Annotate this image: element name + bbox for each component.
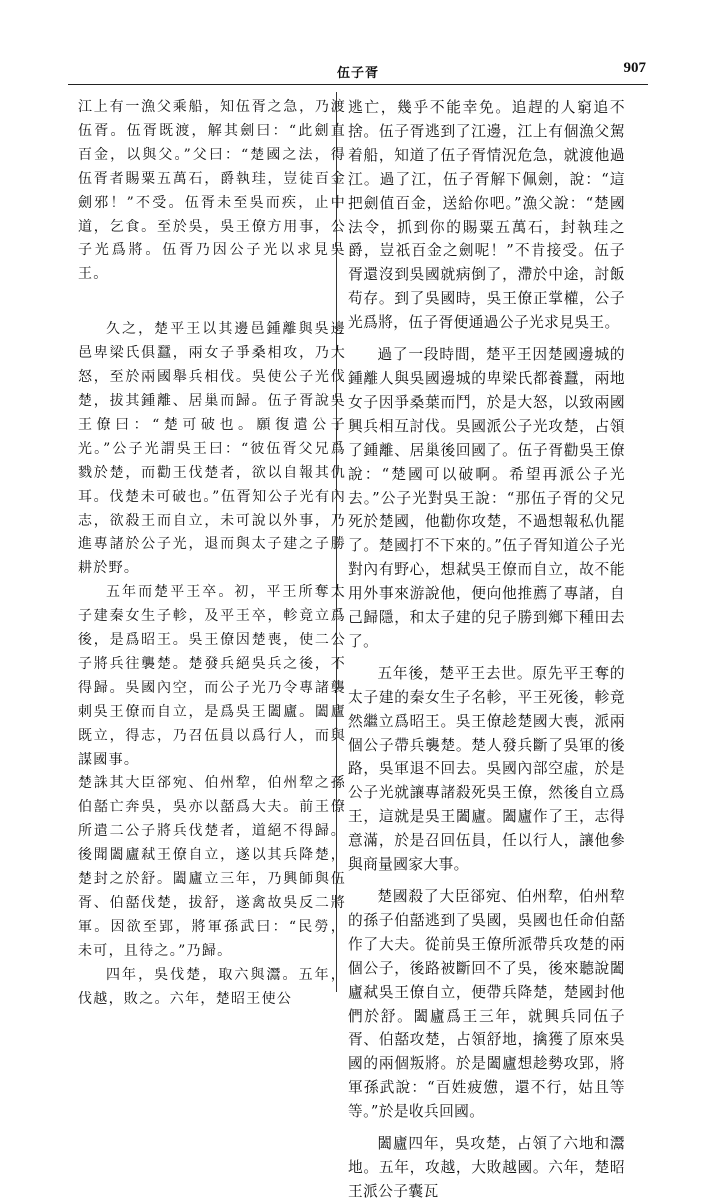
translation-paragraph-3: 五年後，楚平王去世。原先平王奪的太子建的秦女生子名軫，平王死後，軫竟然繼立爲昭王。吳王僚趁楚國大喪，派兩個公子帶兵襲楚。楚人發兵斷了吳軍的後路，吳軍退不回去。吳國內部空虛，於是公子光就讓專諸殺死吳王僚，然後自立爲王，這就是吳王闔廬。闔廬作了王，志得意滿，於是召回伍員，任以行人，讓他參與商量國家大事。 (348, 664, 625, 874)
translation-paragraph-1: 逃亡，幾乎不能幸免。追趕的人窮追不捨。伍子胥逃到了江邊，江上有個漁父駕着船，知道了伍子胥情況危急，就渡他過江。過了江，伍子胥解下佩劍，說：“這把劍值百金，送給你吧。”漁父說：“楚國法令，抓到你的賜粟五萬石，封執珪之爵，豈祇百金之劍呢！”不肯接受。伍子胥還沒到吳國就病倒了，滯於中途，討飯苟存。到了吳國時，吳王僚正掌權，公子光爲將，伍子胥便通過公子光求見吳王。 (348, 99, 625, 332)
classical-paragraph-1: 江上有一漁父乘船，知伍胥之急，乃渡伍胥。伍胥既渡，解其劍曰：“此劍直百金，以與父。”父曰：“楚國之法，得伍胥者賜粟五萬石，爵執珪，豈徒百金劍邪！”不受。伍胥未至吳而疾，止中道，乞食。至於吳，吳王僚方用事，公子光爲將。伍胥乃因公子光以求見吳王。 (78, 99, 346, 283)
classical-paragraph-2: 久之，楚平王以其邊邑鍾離與吳邊邑卑梁氏俱蠶，兩女子爭桑相攻，乃大怒，至於兩國舉兵相伐。吳使公子光伐楚，拔其鍾離、居巢而歸。伍子胥說吳王僚曰：“楚可破也。願復遣公子光。”公子光謂吳王曰：“彼伍胥父兄爲戮於楚，而勸王伐楚者，欲以自報其仇耳。伐楚未可破也。”伍胥知公子光有內志，欲殺王而自立，未可說以外事，乃進專諸於公子光，退而與太子建之子勝耕於野。 (78, 321, 346, 577)
classical-paragraph-4: 楚誅其大臣郤宛、伯州犂，伯州犂之孫伯嚭亡奔吳，吳亦以嚭爲大夫。前王僚所遣二公子將兵伐楚者，道絕不得歸。後聞闔廬弒王僚自立，遂以其兵降楚，楚封之於舒。闔廬立三年，乃興師與伍胥、伯嚭伐楚，拔舒，遂禽故吳反二將軍。因欲至郢，將軍孫武曰：“民勞，未可，且待之。”乃歸。 (78, 775, 346, 959)
classical-text-column (78, 96, 346, 1012)
classical-paragraph-5: 四年，吳伐楚，取六與灊。五年，伐越，敗之。六年，楚昭王使公 (78, 966, 346, 1007)
classical-paragraph-3: 五年而楚平王卒。初，平王所奪太子建秦女生子軫，及平王卒，軫竟立爲後，是爲昭王。吳王僚因楚喪，使二公子將兵往襲楚。楚發兵絕吳兵之後，不得歸。吳國內空，而公子光乃令專諸襲刺吳王僚而自立，是爲吳王闔廬。闔廬既立，得志，乃召伍員以爲行人，而與謀國事。 (78, 584, 346, 768)
translation-paragraph-2: 過了一段時間，楚平王因楚國邊城的鍾離人與吳國邊城的卑梁氏都養蠶，兩地女子因爭桑葉而鬥，於是大怒，以致兩國興兵相互討伐。吳國派公子光攻楚，占領了鍾離、居巢後回國了。伍子胥勸吳王僚說：“楚國可以破啊。希望再派公子光去。”公子光對吳王說：“那伍子胥的父兄死於楚國，他勸你攻楚，不過想報私仇罷了。楚國打不下來的。”伍子胥知道公子光對內有野心，想弒吳王僚而自立，故不能用外事來游說他，便向他推薦了專諸，自己歸隱，和太子建的兒子勝到鄉下種田去了。 (348, 346, 625, 650)
page-number: 907 (623, 60, 646, 76)
translation-paragraph-4: 楚國殺了大臣郤宛、伯州犂，伯州犂的孫子伯嚭逃到了吳國，吳國也任命伯嚭作了大夫。從前吳王僚所派帶兵攻楚的兩個公子，後路被斷回不了吳，後來聽說闔廬弒吳王僚自立，便帶兵降楚，楚國封他們於舒。闔廬爲王三年，就興兵同伍子胥、伯嚭攻楚，占領舒地，擒獲了原來吳國的兩個叛將。於是闔廬想趁勢攻郢，將軍孫武說：“百姓疲憊，還不行，姑且等等。”於是收兵回國。 (348, 888, 625, 1121)
translation-text-column (348, 96, 625, 1204)
running-header (68, 58, 648, 85)
running-title: 伍子胥 (336, 66, 379, 81)
translation-paragraph-5: 闔廬四年，吳攻楚，占領了六地和灊地。五年，攻越，大敗越國。六年，楚昭王派公子囊瓦 (348, 1135, 625, 1200)
